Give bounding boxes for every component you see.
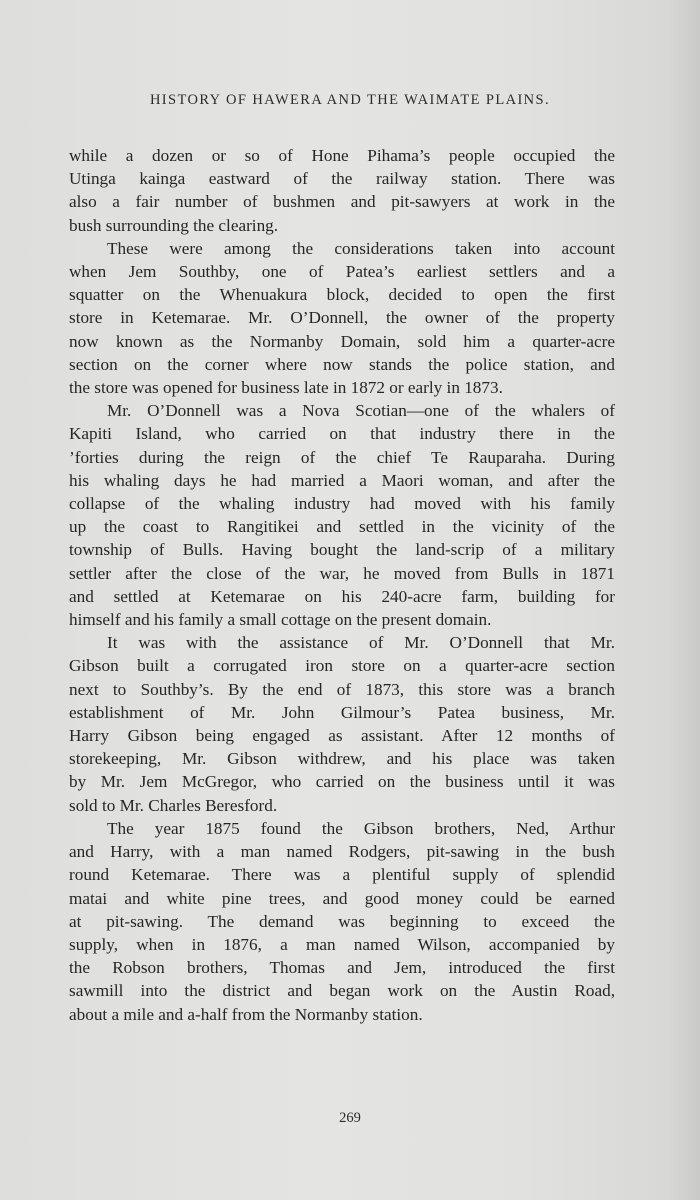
text-line: round Ketemarae. There was a plentiful supply of splendid (69, 865, 615, 885)
text-line: township of Bulls. Having bought the land-scrip of a military (69, 540, 615, 560)
text-line: the Robson brothers, Thomas and Jem, introduced the first (69, 958, 615, 978)
body-text (69, 144, 615, 1026)
paragraph (69, 144, 615, 237)
paragraph (69, 817, 615, 1026)
text-line: about a mile and a-half from the Normanby station. (69, 1004, 423, 1024)
text-line: supply, when in 1876, a man named Wilson, accompanied by (69, 934, 615, 954)
text-line: Kapiti Island, who carried on that industry there in the (69, 424, 615, 444)
text-line: The year 1875 found the Gibson brothers, Ned, Arthur (107, 818, 615, 838)
text-line: settler after the close of the war, he moved from Bulls in 1871 (69, 563, 615, 583)
text-line: when Jem Southby, one of Patea’s earliest settlers and a (69, 262, 615, 282)
text-line: squatter on the Whenuakura block, decided to open the first (69, 285, 615, 305)
text-line: sold to Mr. Charles Beresford. (69, 795, 278, 815)
paragraph (69, 631, 615, 817)
paragraph (69, 237, 615, 399)
text-line: ’forties during the reign of the chief Te Rauparaha. During (69, 447, 615, 467)
text-line: next to Southby’s. By the end of 1873, this store was a branch (69, 679, 615, 699)
text-line: These were among the considerations taken into account (107, 238, 615, 258)
text-line: sawmill into the district and began work on the Austin Road, (69, 981, 615, 1001)
text-line: Mr. O’Donnell was a Nova Scotian—one of the whalers of (107, 401, 615, 421)
text-line: Gibson built a corrugated iron store on a quarter-acre section (69, 656, 615, 676)
text-line: his whaling days he had married a Maori woman, and after the (69, 470, 615, 490)
text-line: establishment of Mr. John Gilmour’s Patea business, Mr. (69, 702, 615, 722)
text-line: Utinga kainga eastward of the railway station. There was (69, 169, 615, 189)
text-line: bush surrounding the clearing. (69, 215, 279, 235)
text-line: by Mr. Jem McGregor, who carried on the business until it was (69, 772, 615, 792)
text-line: matai and white pine trees, and good money could be earned (69, 888, 615, 908)
text-line: storekeeping, Mr. Gibson withdrew, and his place was taken (69, 749, 615, 769)
text-line: and Harry, with a man named Rodgers, pit-sawing in the bush (69, 842, 615, 862)
text-line: now known as the Normanby Domain, sold him a quarter-acre (69, 331, 615, 351)
page-number: 269 (339, 1110, 361, 1126)
text-line: up the coast to Rangitikei and settled in the vicinity of the (69, 517, 615, 537)
text-line: the store was opened for business late in 1872 or early in 1873. (69, 378, 503, 398)
text-line: himself and his family a small cottage on the present domain. (69, 610, 492, 630)
text-line: store in Ketemarae. Mr. O’Donnell, the owner of the property (69, 308, 615, 328)
text-line: section on the corner where now stands the police station, and (69, 354, 615, 374)
text-line: while a dozen or so of Hone Pihama’s people occupied the (69, 146, 615, 165)
running-head: HISTORY OF HAWERA AND THE WAIMATE PLAINS. (149, 92, 551, 108)
text-line: and settled at Ketemarae on his 240-acre farm, building for (69, 586, 615, 606)
paragraph (69, 399, 615, 631)
text-line: collapse of the whaling industry had moved with his family (69, 494, 615, 514)
text-line: It was with the assistance of Mr. O’Donnell that Mr. (107, 633, 615, 653)
text-line: at pit-sawing. The demand was beginning to exceed the (69, 911, 615, 931)
text-line: Harry Gibson being engaged as assistant. After 12 months of (69, 726, 615, 746)
text-line: also a fair number of bushmen and pit-sawyers at work in the (69, 192, 615, 212)
